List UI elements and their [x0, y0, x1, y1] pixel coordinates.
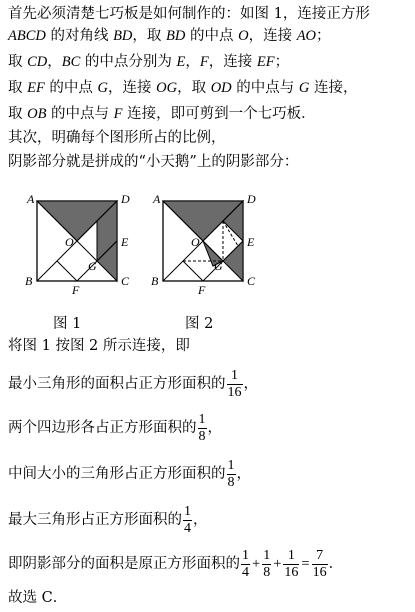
label-g: G [88, 259, 97, 273]
label-d: D [121, 192, 130, 206]
shaded-small-triangle [223, 241, 243, 281]
fraction [283, 548, 299, 581]
numerator: 1 [227, 457, 235, 473]
numerator: 1 [227, 368, 243, 385]
fraction [227, 368, 243, 401]
text-span: 的中点 [44, 80, 98, 96]
denominator: 8 [198, 428, 206, 444]
label-a: A [153, 192, 161, 206]
text-span: 中间大小的三角形占正方形面积的 [8, 466, 226, 482]
denominator: 16 [312, 564, 327, 580]
numerator: 1 [283, 548, 299, 565]
text-span: BD [113, 28, 133, 44]
numerator: 7 [312, 548, 328, 565]
text-span: E [176, 54, 186, 70]
text-span: 最大三角形占正方形面积的 [8, 512, 182, 528]
text-span: EF [256, 54, 275, 70]
body-line-4 [8, 456, 251, 492]
denominator: 4 [242, 564, 249, 580]
text-span: ， [207, 420, 222, 436]
intro-line-7: 阴影部分就是拼成的“小天鹅”上的阴影部分： [8, 154, 299, 170]
body-line-3 [8, 410, 222, 446]
text-span: 最小三角形的面积占正方形面积的 [8, 376, 226, 392]
text-span: ， [243, 376, 258, 392]
fraction [183, 504, 192, 537]
body-line-1: 将图 1 按图 2 所示连接，即 [8, 338, 190, 354]
text-span: CD [27, 54, 48, 70]
fraction [241, 548, 250, 581]
text-span: ，取 [177, 80, 211, 96]
text-span: G [97, 80, 109, 96]
label-e: E [247, 235, 255, 249]
text-span: ，连接 [208, 54, 257, 70]
text-span: OB [27, 106, 47, 122]
text-span: 连接，即可剪到一个七巧板． [122, 106, 316, 122]
text-span: BC [61, 54, 81, 70]
text-span: 首先必须清楚七巧板是如何制作的：如图 1，连接正方形 [8, 6, 370, 22]
denominator: 8 [263, 564, 271, 580]
text-span: ； [274, 54, 290, 70]
body-line-5 [8, 502, 208, 538]
label-a: A [27, 192, 35, 206]
numerator: 1 [263, 547, 271, 563]
denominator: 8 [227, 474, 235, 490]
text-span: F [113, 106, 123, 122]
denominator: 4 [184, 520, 191, 536]
text-span: 的中点与 [231, 80, 299, 96]
figure-1-caption: 图 1 [53, 316, 82, 332]
denominator: 16 [227, 384, 242, 400]
label-f: F [72, 283, 80, 296]
label-o: O [65, 235, 74, 249]
fraction [227, 458, 236, 491]
text-span: 取 [8, 80, 28, 96]
text-span: 取 [8, 54, 28, 70]
label-d: D [247, 192, 256, 206]
intro-line-5 [8, 104, 316, 124]
text-span: ABCD [8, 28, 46, 44]
text-span: 连接， [309, 80, 358, 96]
text-span: 取 [8, 106, 28, 122]
text-span: ， [47, 54, 62, 70]
intro-line-2 [8, 26, 331, 46]
fraction [312, 548, 328, 581]
text-span: AO [296, 28, 317, 44]
label-c: C [121, 274, 130, 288]
text-span: OG [156, 80, 178, 96]
text-span: ， [185, 54, 200, 70]
text-span: ， [236, 466, 251, 482]
tangram-figure-2 [148, 190, 268, 296]
plus-sign: + [252, 556, 261, 572]
text-span: ． [328, 556, 344, 572]
text-span: O [238, 28, 249, 44]
text-span: ，连接 [108, 80, 157, 96]
text-span: 的对角线 [45, 28, 114, 44]
text-span: G [298, 80, 310, 96]
text-span: BD [166, 28, 186, 44]
text-span: 两个四边形各占正方形面积的 [8, 420, 197, 436]
intro-line-1 [8, 4, 370, 24]
text-span: 的中点分别为 [80, 54, 177, 70]
body-line-6 [8, 546, 343, 582]
fraction [198, 412, 207, 445]
intro-line-3 [8, 52, 289, 72]
intro-line-6: 其次，明确每个图形所占的比例， [8, 130, 226, 146]
text-span: OD [210, 80, 232, 96]
plus-sign: + [273, 556, 282, 572]
tangram-figure-1 [22, 190, 142, 296]
label-b: B [25, 274, 33, 288]
label-o: O [191, 235, 200, 249]
fraction [262, 548, 271, 581]
numerator: 1 [184, 503, 191, 519]
text-span: ； [316, 28, 331, 44]
label-g: G [214, 259, 223, 273]
label-f: F [198, 283, 206, 296]
intro-line-4 [8, 78, 357, 98]
body-line-7: 故选 C． [8, 590, 68, 606]
label-c: C [247, 274, 256, 288]
text-span: ， [193, 512, 208, 528]
label-e: E [121, 235, 129, 249]
figure-2-caption: 图 2 [185, 316, 214, 332]
text-span: EF [27, 80, 45, 96]
numerator: 1 [198, 411, 206, 427]
text-span: ，取 [132, 28, 167, 44]
text-span: F [199, 54, 209, 70]
equals-sign: = [301, 556, 310, 572]
numerator: 1 [242, 547, 249, 563]
label-b: B [151, 274, 159, 288]
text-span: 即阴影部分的面积是原正方形面积的 [8, 556, 240, 572]
denominator: 16 [284, 564, 299, 580]
body-line-2 [8, 366, 258, 402]
text-span: ，连接 [248, 28, 297, 44]
text-span: 的中点与 [46, 106, 114, 122]
text-span: 的中点 [185, 28, 239, 44]
